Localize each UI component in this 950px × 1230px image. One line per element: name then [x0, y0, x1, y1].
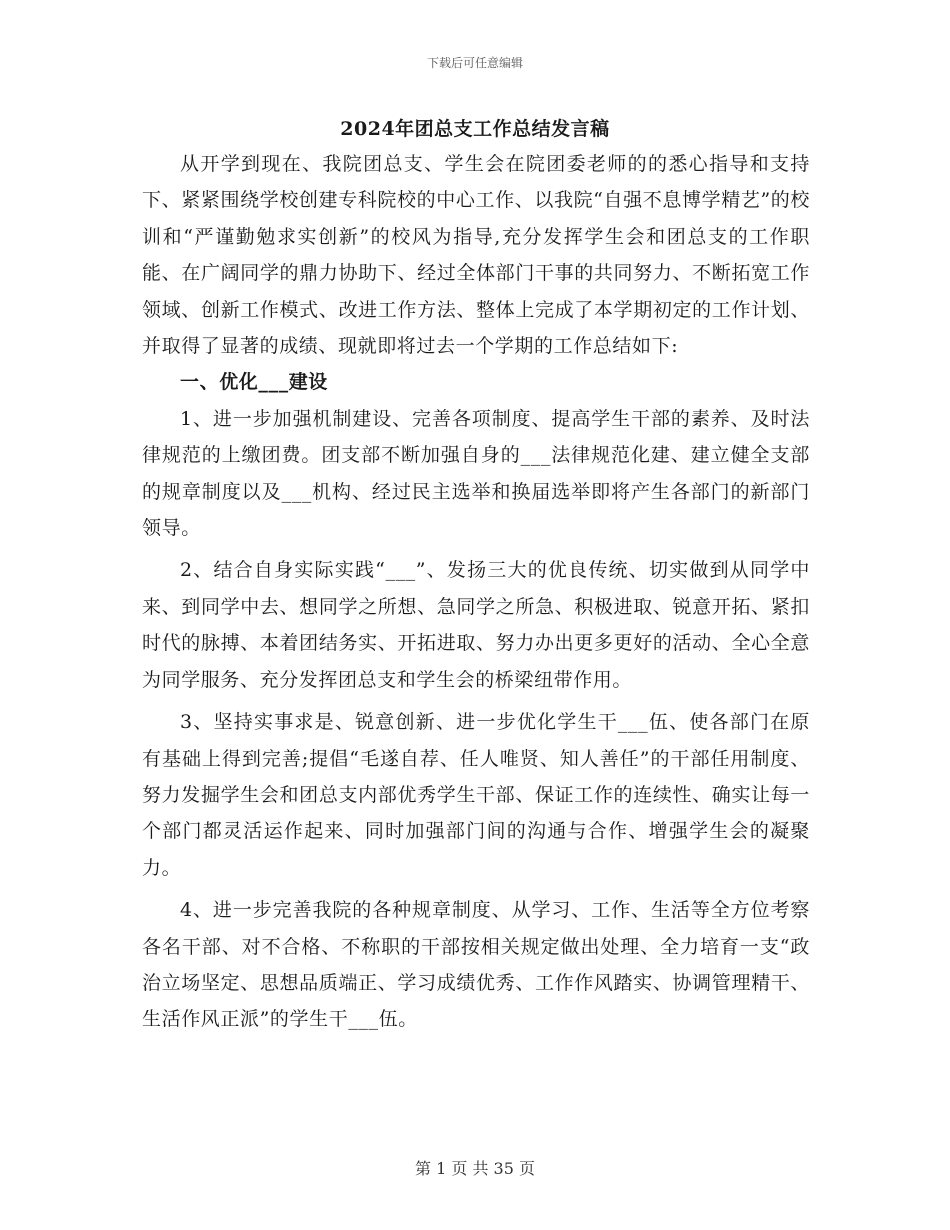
header-note: 下载后可任意编辑 [426, 56, 523, 70]
paragraph-item-2: 2、结合自身实际实践“___”、发扬三大的优良传统、切实做到从同学中来、到同学中去、想同学之所想、急同学之所急、积极进取、锐意开拓、紧扣时代的脉搏、本着团结务实、开拓进取、努力办出更多更好的活动、全心全意为同学服务、充分发挥团总支和学生会的桥梁纽带作用。 [142, 559, 810, 691]
intro-paragraph: 从开学到现在、我院团总支、学生会在院团委老师的的悉心指导和支持下、紧紧围绕学校创建专科院校的中心工作、以我院“自强不息博学精艺”的校训和“严谨勤勉求实创新”的校风为指导,充分发挥学生会和团总支的工作职能、在广阔同学的鼎力协助下、经过全体部门干事的共同努力、不断拓宽工作领域、创新工作模式、改进工作方法、整体上完成了本学期初定的工作计划、并取得了显著的成绩、现就即将过去一个学期的工作总结如下: [142, 153, 810, 358]
paragraph-item-3: 3、坚持实事求是、锐意创新、进一步优化学生干___伍、使各部门在原有基础上得到完善;提倡“毛遂自荐、任人唯贤、知人善任”的干部任用制度、努力发掘学生会和团总支内部优秀学生干部、保证工作的连续性、确实让每一个部门都灵活运作起来、同时加强部门间的沟通与合作、增强学生会的凝聚力。 [142, 711, 810, 879]
page-number: 第 1 页 共 35 页 [415, 1159, 535, 1178]
section-heading: 一、优化___建设 [180, 371, 328, 394]
paragraph-item-4: 4、进一步完善我院的各种规章制度、从学习、工作、生活等全方位考察各名干部、对不合格、不称职的干部按相关规定做出处理、全力培育一支“政治立场坚定、思想品质端正、学习成绩优秀、工作作风踏实、协调管理精干、生活作风正派”的学生干___伍。 [142, 899, 810, 1031]
paragraph-item-1: 1、进一步加强机制建设、完善各项制度、提高学生干部的素养、及时法律规范的上缴团费。团支部不断加强自身的___法律规范化建、建立健全支部的规章制度以及___机构、经过民主选举和换届选举即将产生各部门的新部门领导。 [142, 407, 810, 540]
document-title: 2024年团总支工作总结发言稿 [340, 118, 610, 140]
document-body [142, 146, 810, 1038]
